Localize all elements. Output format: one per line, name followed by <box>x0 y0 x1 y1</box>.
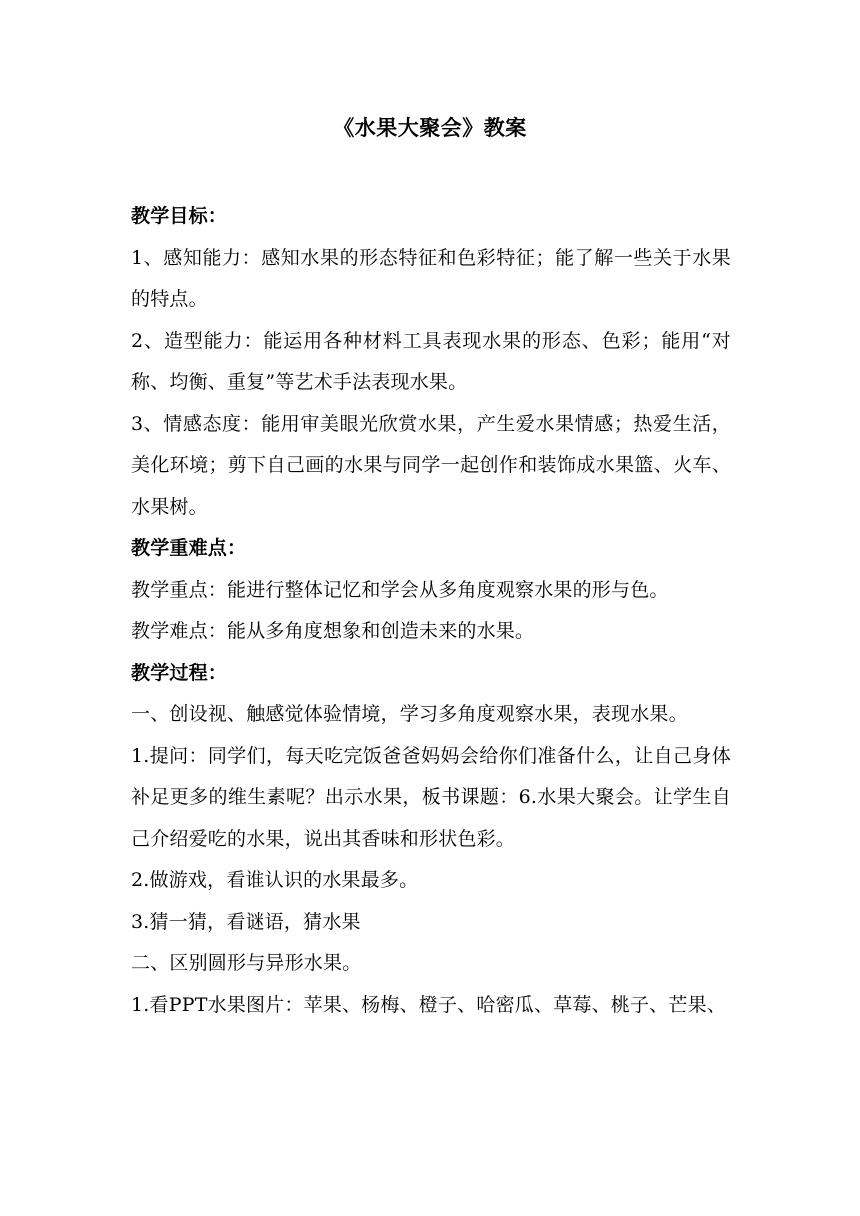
paragraph-goal-1: 1、感知能力：感知水果的形态特征和色彩特征；能了解一些关于水果的特点。 <box>131 246 731 310</box>
paragraph-process-1: 一、创设视、触感觉体验情境，学习多角度观察水果，表现水果。 <box>131 703 688 725</box>
paragraph-process-1-2: 2.做游戏，看谁认识的水果最多。 <box>131 869 419 891</box>
paragraph-process-2-1: 1.看PPT水果图片：苹果、杨梅、橙子、哈密瓜、草莓、桃子、芒果、 <box>131 993 726 1016</box>
section-heading-process: 教学过程： <box>131 661 228 684</box>
document-body <box>131 196 731 1026</box>
paragraph-process-1-1: 1.提问：同学们，每天吃完饭爸爸妈妈会给你们准备什么，让自己身体补足更多的维生素呢？出示水果，板书课题：6.水果大聚会。让学生自己介绍爱吃的水果，说出其香味和形状色彩。 <box>131 744 731 850</box>
paragraph-difficult-point: 教学难点：能从多角度想象和创造未来的水果。 <box>131 620 535 642</box>
paragraph-goal-2: 2、造型能力：能运用各种材料工具表现水果的形态、色彩；能用“对称、均衡、重复”等艺术手法表现水果。 <box>131 329 731 393</box>
paragraph-key-point: 教学重点：能进行整体记忆和学会从多角度观察水果的形与色。 <box>131 578 669 601</box>
paragraph-goal-3: 3、情感态度：能用审美眼光欣赏水果，产生爱水果情感；热爱生活，美化环境；剪下自己画的水果与同学一起创作和装饰成水果篮、火车、水果树。 <box>131 412 731 518</box>
paragraph-process-2: 二、区别圆形与异形水果。 <box>131 952 362 974</box>
section-heading-goals: 教学目标： <box>131 205 228 227</box>
paragraph-process-1-3: 3.猜一猜，看谜语，猜水果 <box>131 910 361 933</box>
section-heading-key-points: 教学重难点： <box>131 537 247 559</box>
document-title: 《水果大聚会》教案 <box>333 115 527 140</box>
